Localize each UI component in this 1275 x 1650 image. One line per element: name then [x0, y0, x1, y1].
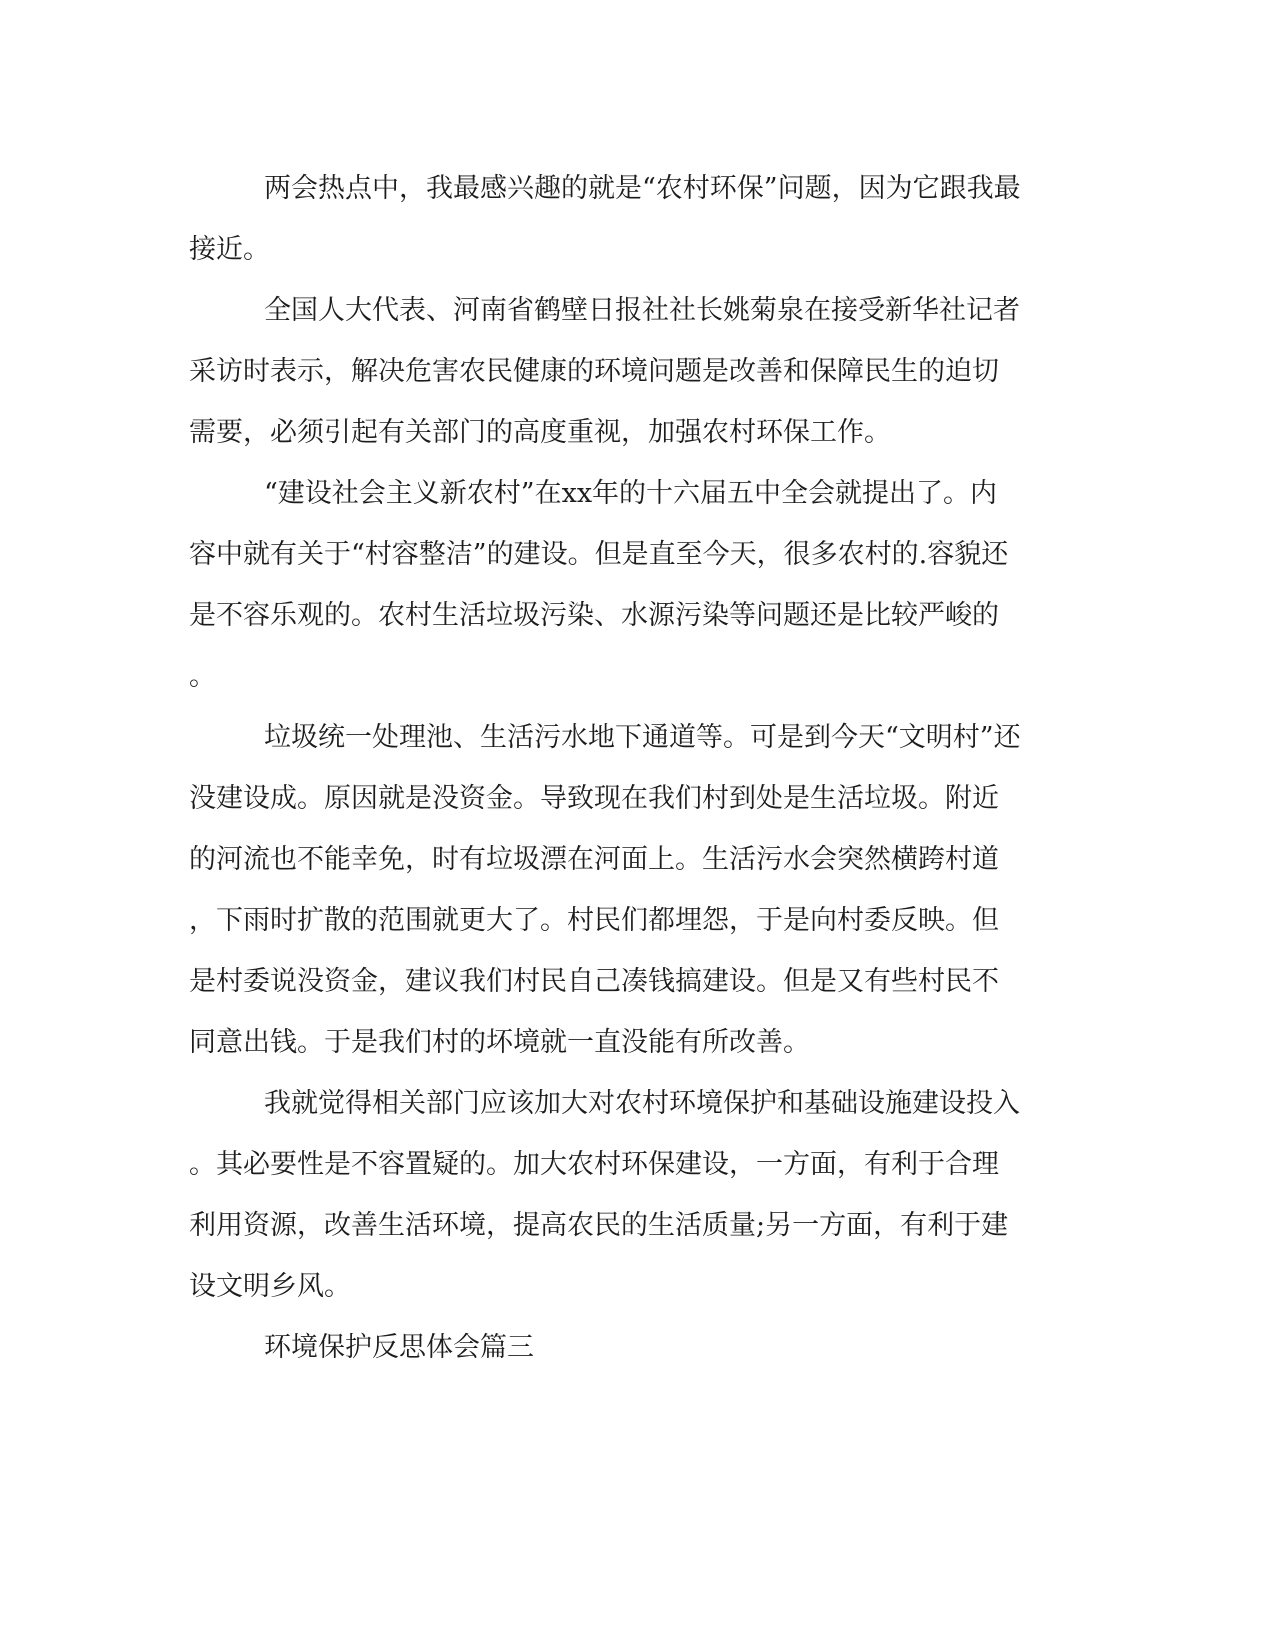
text-line: 采访时表示，解决危害农民健康的环境问题是改善和保障民生的迫切 [189, 356, 999, 387]
text-line: ，下雨时扩散的范围就更大了。村民们都埋怨，于是向村委反映。但 [189, 905, 999, 936]
paragraph [189, 1073, 1079, 1317]
text-line: “建设社会主义新农村”在xx年的十六届五中全会就提出了。内 [264, 478, 998, 509]
text-line: 两会热点中，我最感兴趣的就是“农村环保”问题，因为它跟我最 [264, 173, 1021, 204]
text-line: 的河流也不能幸免，时有垃圾漂在河面上。生活污水会突然横跨村道 [189, 844, 999, 875]
text-line: 垃圾统一处理池、生活污水地下通道等。可是到今天“文明村”还 [264, 722, 1021, 753]
text-line: 需要，必须引起有关部门的高度重视，加强农村环保工作。 [189, 417, 891, 448]
document-body [189, 158, 1079, 1378]
paragraph [189, 158, 1079, 280]
text-line: 。其必要性是不容置疑的。加大农村环保建设，一方面，有利于合理 [189, 1149, 999, 1180]
text-line: 。 [189, 661, 216, 692]
text-line: 是不容乐观的。农村生活垃圾污染、水源污染等问题还是比较严峻的 [189, 600, 999, 631]
paragraph [189, 280, 1079, 463]
text-line: 容中就有关于“村容整洁”的建设。但是直至今天，很多农村的.容貌还 [189, 539, 1009, 570]
text-line: 环境保护反思体会篇三 [264, 1332, 534, 1363]
paragraph [189, 707, 1079, 1073]
text-line: 是村委说没资金，建议我们村民自己凑钱搞建设。但是又有些村民不 [189, 966, 999, 997]
text-line: 没建设成。原因就是没资金。导致现在我们村到处是生活垃圾。附近 [189, 783, 999, 814]
text-line: 设文明乡风。 [189, 1271, 351, 1302]
text-line: 我就觉得相关部门应该加大对农村环境保护和基础设施建设投入 [264, 1088, 1020, 1119]
section-heading [189, 1317, 1079, 1378]
text-line: 利用资源，改善生活环境，提高农民的生活质量;另一方面，有利于建 [189, 1210, 1009, 1241]
text-line: 同意出钱。于是我们村的坏境就一直没能有所改善。 [189, 1027, 810, 1058]
text-line: 接近。 [189, 234, 270, 265]
paragraph [189, 463, 1079, 707]
text-line: 全国人大代表、河南省鹤壁日报社社长姚菊泉在接受新华社记者 [264, 295, 1020, 326]
